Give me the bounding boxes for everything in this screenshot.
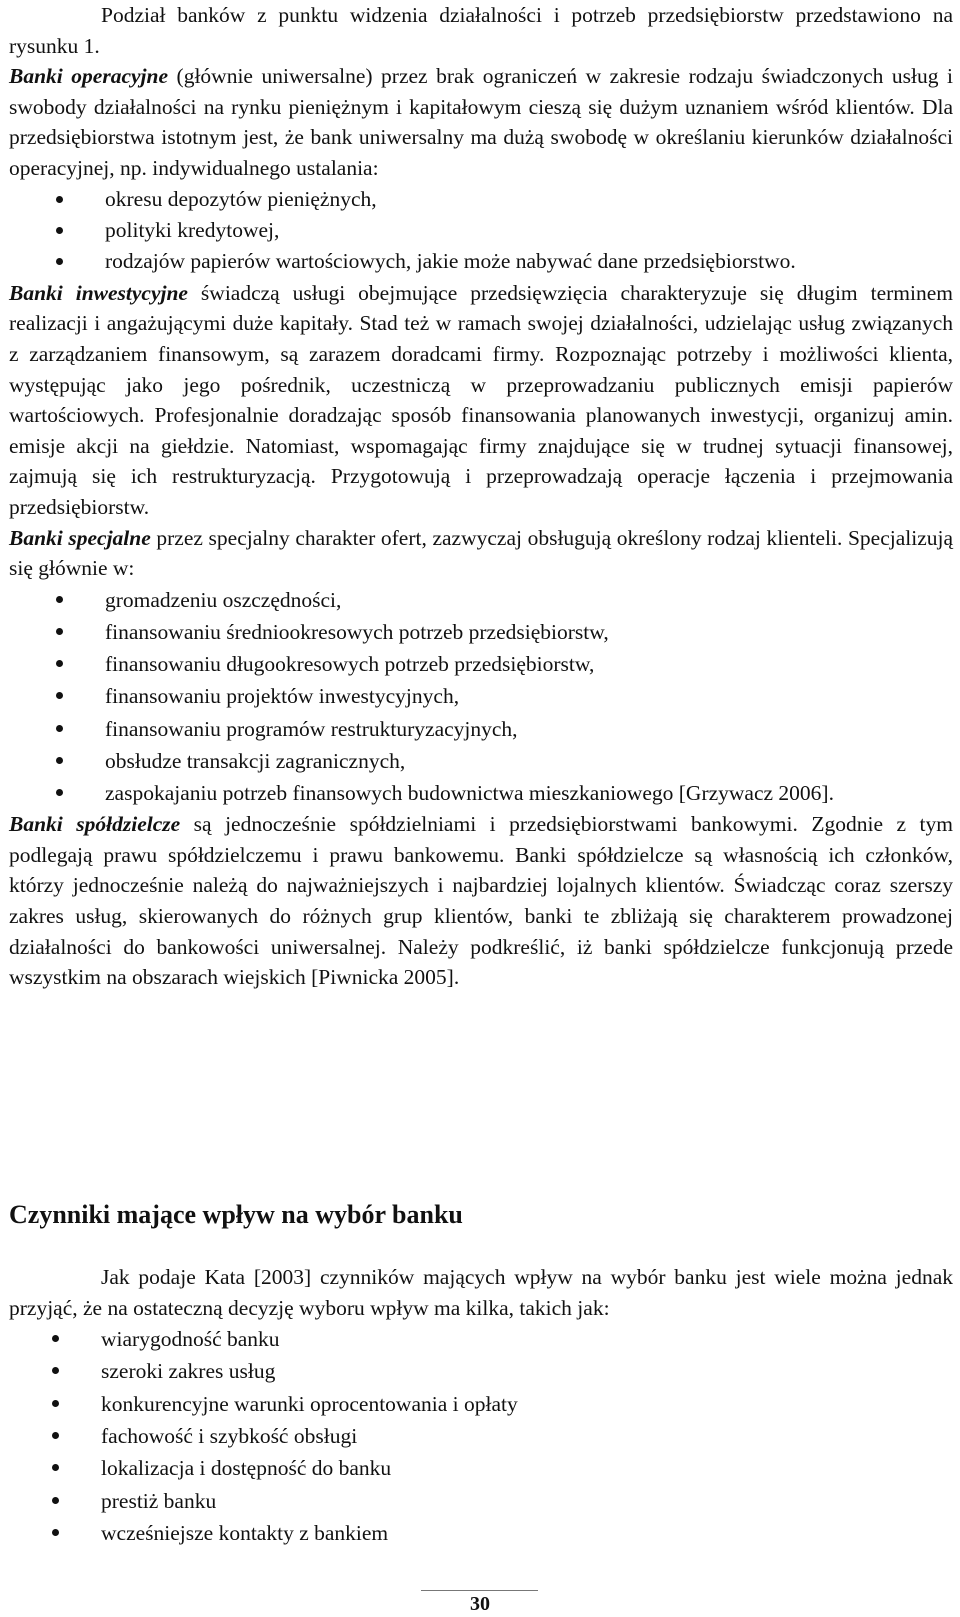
term-banki-operacyjne: Banki operacyjne xyxy=(9,64,169,89)
list-item: gromadzeniu oszczędności, xyxy=(9,584,953,616)
list-item: lokalizacja i dostępność do banku xyxy=(9,1452,953,1484)
list-item: okresu depozytów pieniężnych, xyxy=(9,184,953,215)
bullet-icon xyxy=(52,1367,59,1374)
bullet-icon xyxy=(52,1400,59,1407)
list-item: obsłudze transakcji zagranicznych, xyxy=(9,745,953,777)
list-item: finansowaniu średniookresowych potrzeb przedsiębiorstw, xyxy=(9,616,953,648)
banki-specjalne-paragraph xyxy=(9,523,953,584)
list-item: szeroki zakres usług xyxy=(9,1355,953,1387)
list-item: wiarygodność banku xyxy=(9,1323,953,1355)
intro-paragraph: Podział banków z punktu widzenia działalności i potrzeb przedsiębiorstw przedstawiono na rysunku 1. xyxy=(9,3,953,58)
term-banki-inwestycyjne: Banki inwestycyjne xyxy=(9,280,188,305)
list-item: konkurencyjne warunki oprocentowania i opłaty xyxy=(9,1388,953,1420)
bullet-icon xyxy=(52,1432,59,1439)
list-item: finansowaniu projektów inwestycyjnych, xyxy=(9,680,953,712)
bullet-icon xyxy=(56,227,63,234)
term-banki-spoldzielcze: Banki spółdzielcze xyxy=(9,812,181,837)
bullet-icon xyxy=(56,628,63,635)
section-intro-paragraph: Jak podaje Kata [2003] czynników mających wpływ na wybór banku jest wiele można jednak przyjąć, że na ostateczną decyzję wyboru wpływ ma kilka, takich jak: xyxy=(9,1265,953,1320)
banki-spoldzielcze-text: są jednocześnie spółdzielniami i przedsiębiorstwami bankowymi. Zgodnie z tym podlegają prawu spółdzielczemu i prawu bankowemu. Banki spółdzielcze są własnością ich członków, którzy jednocześnie należą do najważniejszych i najbardziej lojalnych klientów. Świadcząc coraz szerszy zakres usług, skierowanych do różnych grup klientów, banki te zbliżają się charakterem prowadzonej działalności do bankowości uniwersalnej. Należy podkreślić, iż banki spółdzielcze funkcjonują przede wszystkim na obszarach wiejskich [Piwnicka 2005]. xyxy=(9,812,953,990)
bullet-icon xyxy=(56,258,63,265)
banki-operacyjne-text: (głównie uniwersalne) przez brak ograniczeń w zakresie rodzaju świadczonych usług i swobody działalności na rynku pieniężnym i kapitałowym cieszą się dużym uznaniem wśród klientów. Dla przedsiębiorstwa istotnym jest, że bank uniwersalny ma dużą swobodę w określaniu kierunków działalności operacyjnej, np. indywidualnego ustalania: xyxy=(9,64,953,180)
operacyjne-list xyxy=(9,184,953,278)
list-item: prestiż banku xyxy=(9,1485,953,1517)
page-number: 30 xyxy=(470,1593,490,1615)
list-item: polityki kredytowej, xyxy=(9,215,953,246)
bullet-icon xyxy=(56,725,63,732)
bullet-icon xyxy=(56,196,63,203)
bullet-icon xyxy=(56,692,63,699)
bullet-icon xyxy=(56,660,63,667)
banki-spoldzielcze-paragraph xyxy=(9,809,953,993)
section-body xyxy=(9,1262,953,1549)
banki-operacyjne-paragraph xyxy=(9,61,953,183)
factors-list xyxy=(9,1323,953,1549)
page-body xyxy=(9,0,953,993)
list-item: wcześniejsze kontakty z bankiem xyxy=(9,1517,953,1549)
bullet-icon xyxy=(52,1529,59,1536)
list-item: zaspokajaniu potrzeb finansowych budownictwa mieszkaniowego [Grzywacz 2006]. xyxy=(9,777,953,809)
list-item: fachowość i szybkość obsługi xyxy=(9,1420,953,1452)
bullet-icon xyxy=(56,789,63,796)
bullet-icon xyxy=(56,757,63,764)
list-item: finansowaniu długookresowych potrzeb przedsiębiorstw, xyxy=(9,648,953,680)
list-item: finansowaniu programów restrukturyzacyjnych, xyxy=(9,713,953,745)
footer-divider xyxy=(421,1590,538,1591)
specjalne-list xyxy=(9,584,953,809)
term-banki-specjalne: Banki specjalne xyxy=(9,525,151,550)
bullet-icon xyxy=(52,1335,59,1342)
list-item: rodzajów papierów wartościowych, jakie może nabywać dane przedsiębiorstwo. xyxy=(9,246,953,277)
bullet-icon xyxy=(52,1464,59,1471)
bullet-icon xyxy=(52,1497,59,1504)
bullet-icon xyxy=(56,596,63,603)
section-heading: Czynniki mające wpływ na wybór banku xyxy=(9,1200,463,1229)
banki-inwestycyjne-text: świadczą usługi obejmujące przedsięwzięcia charakteryzuje się długim terminem realizacji i angażującymi duże kapitały. Stad też w ramach swojej działalności, udzielając usług związanych z zarządzaniem finansowym, są zarazem doradcami firmy. Rozpoznając potrzeby i możliwości klienta, występując jako jego pośrednik, uczestniczą w przeprowadzaniu publicznych emisji papierów wartościowych. Profesjonalnie doradzając sposób finansowania planowanych inwestycji, organizuj amin. emisje akcji na giełdzie. Natomiast, wspomagając firmy znajdujące się w trudnej sytuacji finansowej, zajmują się ich restrukturyzacją. Przygotowują i przeprowadzają operacje łączenia i przejmowania przedsiębiorstw. xyxy=(9,280,953,519)
banki-specjalne-text: przez specjalny charakter ofert, zazwyczaj obsługują określony rodzaj klienteli. Specjalizują się głównie w: xyxy=(9,525,954,581)
banki-inwestycyjne-paragraph xyxy=(9,278,953,523)
